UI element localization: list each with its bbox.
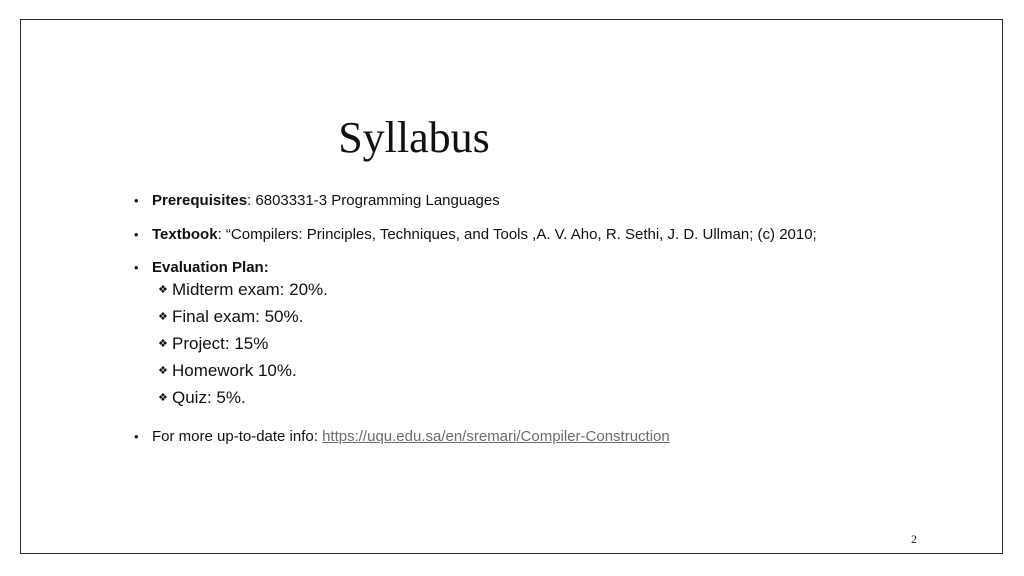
- evaluation-item-text: Homework 10%.: [172, 361, 297, 380]
- bullet-dot-icon: •: [134, 227, 139, 242]
- evaluation-item-text: Quiz: 5%.: [172, 388, 246, 407]
- textbook-bullet: [134, 226, 817, 244]
- prerequisites-bullet: [134, 192, 500, 210]
- page-number: 2: [911, 532, 917, 546]
- slide-title: Syllabus: [338, 113, 490, 162]
- more-info-bullet: [134, 428, 670, 446]
- textbook-text: : “Compilers: Principles, Techniques, and Tools ,A. V. Aho, R. Sethi, J. D. Ullman; (c) 2010;: [217, 226, 817, 243]
- course-page-link[interactable]: https://uqu.edu.sa/en/sremari/Compiler-Construction: [322, 428, 670, 445]
- diamond-bullet-icon: ❖: [158, 284, 168, 296]
- evaluation-item: [158, 280, 328, 300]
- prerequisites-text: : 6803331-3 Programming Languages: [247, 192, 500, 209]
- diamond-bullet-icon: ❖: [158, 392, 168, 404]
- evaluation-item-text: Final exam: 50%.: [172, 307, 304, 326]
- bullet-dot-icon: •: [134, 429, 139, 444]
- evaluation-item-text: Project: 15%: [172, 334, 269, 353]
- textbook-label: Textbook: [152, 226, 218, 243]
- evaluation-item: [158, 334, 268, 354]
- diamond-bullet-icon: ❖: [158, 365, 168, 377]
- diamond-bullet-icon: ❖: [158, 338, 168, 350]
- more-info-text: For more up-to-date info:: [152, 428, 323, 445]
- evaluation-item: [158, 361, 297, 381]
- bullet-dot-icon: •: [134, 193, 139, 208]
- evaluation-item-text: Midterm exam: 20%.: [172, 280, 328, 299]
- evaluation-plan-label: Evaluation Plan:: [152, 259, 269, 276]
- evaluation-plan-bullet: [134, 259, 269, 277]
- bullet-dot-icon: •: [134, 260, 139, 275]
- prerequisites-label: Prerequisites: [152, 192, 248, 209]
- evaluation-item: [158, 388, 246, 408]
- diamond-bullet-icon: ❖: [158, 311, 168, 323]
- evaluation-item: [158, 307, 303, 327]
